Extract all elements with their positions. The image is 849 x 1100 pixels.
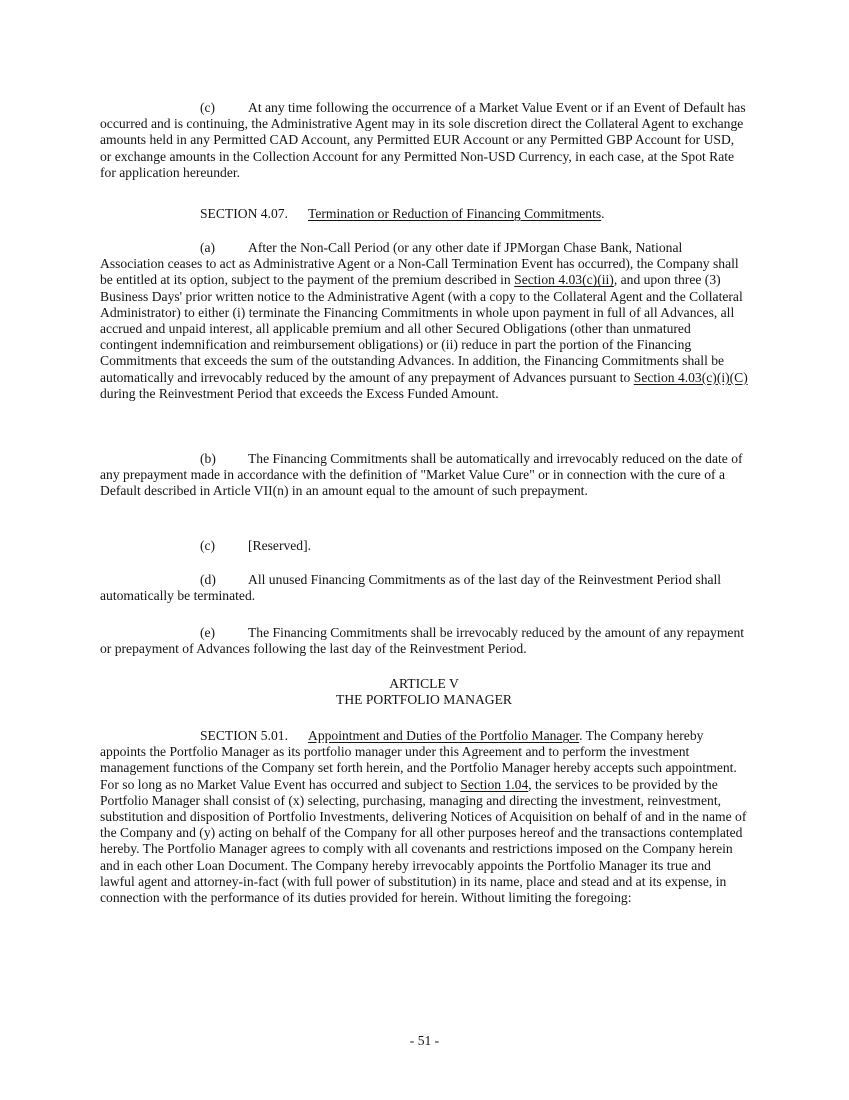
paragraph-text: After the Non-Call Period (or any other date if JPMorgan Chase Bank, National Association ceases to act as Administrative Agent or a Non-Call Termination Event has occurred), the Company shall be entitled at its option, subject to the payment of the premium described in xyxy=(100,240,739,288)
page-number: - 51 - xyxy=(409,1033,440,1048)
section-number: SECTION 4.07. xyxy=(200,206,288,221)
paragraph-e xyxy=(100,625,748,657)
article-title: THE PORTFOLIO MANAGER xyxy=(336,692,512,708)
paragraph-label: (c) xyxy=(200,100,216,115)
section-title: Appointment and Duties of the Portfolio Manager xyxy=(308,728,580,743)
section-number: SECTION 5.01. xyxy=(200,728,288,743)
paragraph-label: (d) xyxy=(200,572,216,587)
section-title-end: . xyxy=(601,206,605,221)
paragraph-text: At any time following the occurrence of a Market Value Event or if an Event of Default has occurred and is continuing, the Administrative Agent may in its sole discretion direct the Collateral Agent to exchange amounts held in any Permitted CAD Account, any Permitted EUR Account or any Permitted GBP Account for USD, or exchange amounts in the Collection Account for any Permitted Non-USD Currency, in each case, at the Spot Rate for application hereunder. xyxy=(100,100,746,180)
section-title: Termination or Reduction of Financing Commitments xyxy=(308,206,602,221)
paragraph-text: during the Reinvestment Period that exceeds the Excess Funded Amount. xyxy=(100,385,499,401)
paragraph-b xyxy=(100,451,748,500)
paragraph-text: The Financing Commitments shall be automatically and irrevocably reduced on the date of any prepayment made in accordance with the definition of "Market Value Cure" or in connection with the cure of a Default described in Article VII(n) in an amount equal to the amount of such prepayment. xyxy=(100,451,743,499)
paragraph-label: (e) xyxy=(200,625,216,640)
paragraph-a xyxy=(100,240,748,402)
paragraph-label: (b) xyxy=(200,451,216,466)
paragraph-label: (a) xyxy=(200,240,216,255)
paragraph-text: [Reserved]. xyxy=(248,538,312,553)
article-heading xyxy=(100,676,748,708)
paragraph-text: , the services to be provided by the Portfolio Manager shall consist of (x) selecting, purchasing, managing and directing the investment, reinvestment, substitution and disposition of Portfolio Investments, delivering Notices of Acquisition on behalf of and in the name of the Company and (y) acting on behalf of the Company for all other purposes hereof and the transactions contemplated hereby. The Portfolio Manager agrees to comply with all covenants and restrictions imposed on the Company herein and in each other Loan Document. The Company hereby irrevocably appoints the Portfolio Manager its true and lawful agent and attorney-in-fact (with full power of substitution) in its name, place and stead and at its expense, in connection with the performance of its duties provided for herein. Without limiting the foregoing: xyxy=(100,776,747,906)
section-reference[interactable]: Section 4.03(c)(i)(C) xyxy=(633,369,748,385)
paragraph-text: The Financing Commitments shall be irrevocably reduced by the amount of any repayment or prepayment of Advances following the last day of the Reinvestment Period. xyxy=(100,625,745,657)
section-reference[interactable]: Section 4.03(c)(ii) xyxy=(514,272,614,288)
section-5-01 xyxy=(100,728,748,906)
article-number: ARTICLE V xyxy=(389,676,459,691)
paragraph-c-exchange xyxy=(100,100,748,181)
paragraph-label: (c) xyxy=(200,538,216,553)
paragraph-d xyxy=(100,572,748,604)
paragraph-text: All unused Financing Commitments as of the last day of the Reinvestment Period shall automatically be terminated. xyxy=(100,572,722,604)
section-4-07-heading xyxy=(100,206,748,222)
paragraph-c-reserved xyxy=(100,538,748,554)
paragraph-text: , and upon three (3) Business Days' prior written notice to the Administrative Agent (with a copy to the Collateral Agent and the Collateral Administrator) to either (i) terminate the Financing Commitments in whole upon payment in full of all Advances, all accrued and unpaid interest, all applicable premium and all other Secured Obligations (other than unmatured contingent indemnification and reimbursement obligations) or (ii) reduce in part the portion of the Financing Commitments that exceeds the sum of the outstanding Advances. In addition, the Financing Commitments shall be automatically and irrevocably reduced by the amount of any prepayment of Advances pursuant to xyxy=(100,272,743,385)
paragraph-text: . The Company hereby appoints the Portfolio Manager as its portfolio manager under this Agreement and to perform the investment management functions of the Company set forth herein, and the Portfolio Manager hereby accepts such appointment. For so long as no Market Value Event has occurred and subject to xyxy=(100,728,737,792)
section-reference[interactable]: Section 1.04 xyxy=(460,776,529,792)
